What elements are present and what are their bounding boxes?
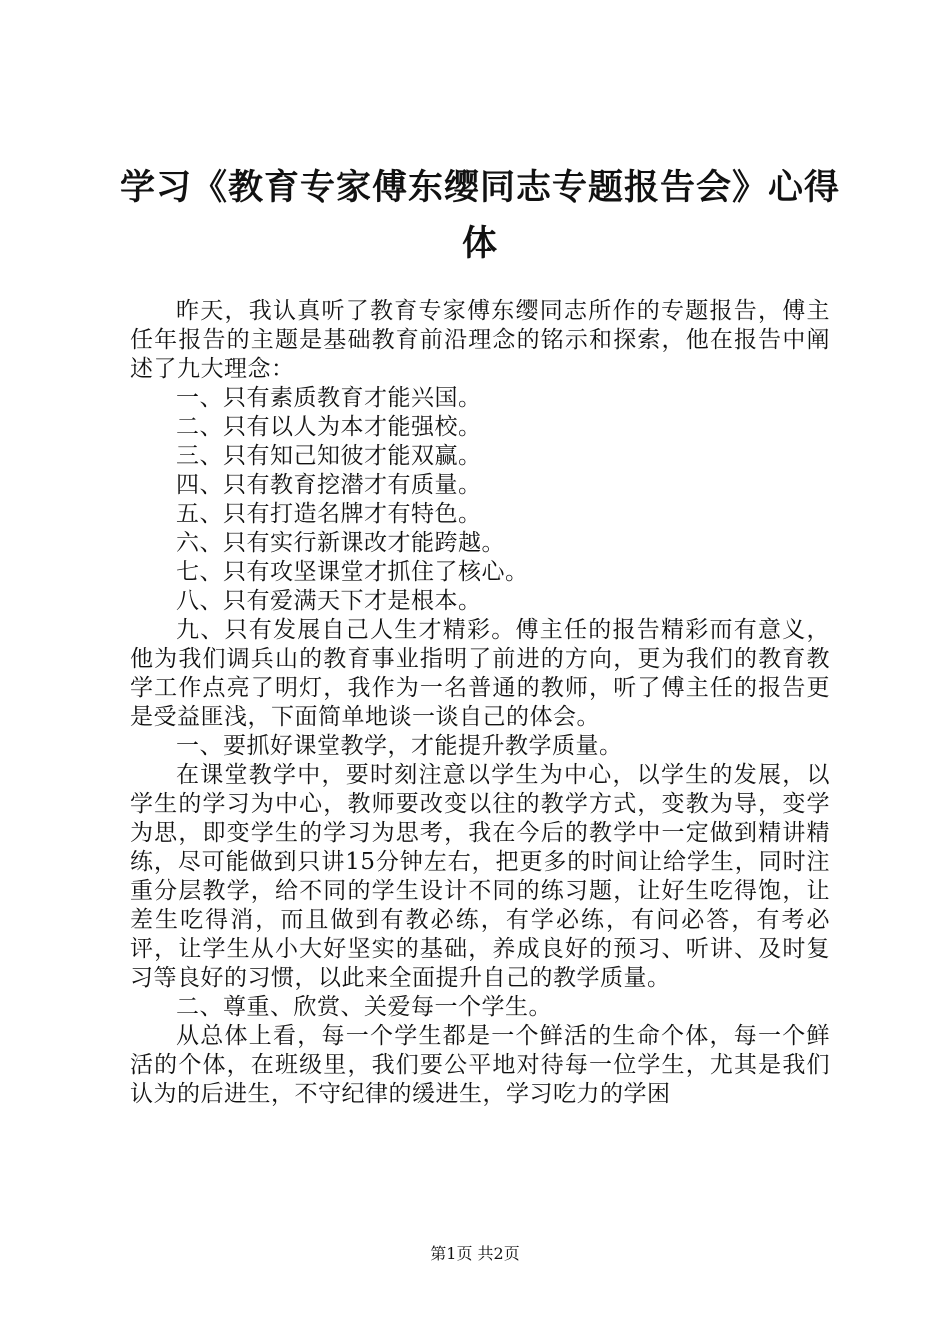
list-item: 六、只有实行新课改才能跨越。 <box>176 530 505 556</box>
list-item: 一、只有素质教育才能兴国。 <box>176 385 482 411</box>
section-heading: 一、要抓好课堂教学，才能提升教学质量。 <box>176 733 623 759</box>
document-body <box>130 297 830 1109</box>
section-heading: 二、尊重、欣赏、关爱每一个学生。 <box>176 994 552 1020</box>
paragraph: 从总体上看，每一个学生都是一个鲜活的生命个体，每一个鲜活的个体，在班级里，我们要公平地对待每一位学生，尤其是我们认为的后进生，不守纪律的缓进生，学习吃力的学困 <box>130 1023 830 1107</box>
paragraph: 昨天，我认真听了教育专家傅东缨同志所作的专题报告，傅主任年报告的主题是基础教育前沿理念的铭示和探索，他在报告中阐述了九大理念： <box>130 298 830 382</box>
list-item: 八、只有爱满天下才是根本。 <box>176 588 482 614</box>
list-item: 七、只有攻坚课堂才抓住了核心。 <box>176 559 529 585</box>
paragraph: 九、只有发展自己人生才精彩。傅主任的报告精彩而有意义，他为我们调兵山的教育事业指明了前进的方向，更为我们的教育教学工作点亮了明灯，我作为一名普通的教师，听了傅主任的报告更是受益匪浅，下面简单地谈一谈自己的体会。 <box>130 617 830 730</box>
page-number: 第1页 共2页 <box>430 1244 520 1263</box>
list-item: 四、只有教育挖潜才有质量。 <box>176 472 482 498</box>
list-item: 三、只有知己知彼才能双赢。 <box>176 443 482 469</box>
document-title: 学习《教育专家傅东缨同志专题报告会》心得体 <box>120 168 841 264</box>
list-item: 五、只有打造名牌才有特色。 <box>176 501 482 527</box>
paragraph: 在课堂教学中，要时刻注意以学生为中心，以学生的发展，以学生的学习为中心，教师要改变以往的教学方式，变教为导，变学为思，即变学生的学习为思考，我在今后的教学中一定做到精讲精练，尽可能做到只讲15分钟左右，把更多的时间让给学生，同时注重分层教学，给不同的学生设计不同的练习题，让好生吃得饱，让差生吃得消，而且做到有教必练，有学必练，有问必答，有考必评，让学生从小大好坚实的基础，养成良好的预习、听讲、及时复习等良好的习惯，以此来全面提升自己的教学质量。 <box>130 762 830 991</box>
list-item: 二、只有以人为本才能强校。 <box>176 414 482 440</box>
